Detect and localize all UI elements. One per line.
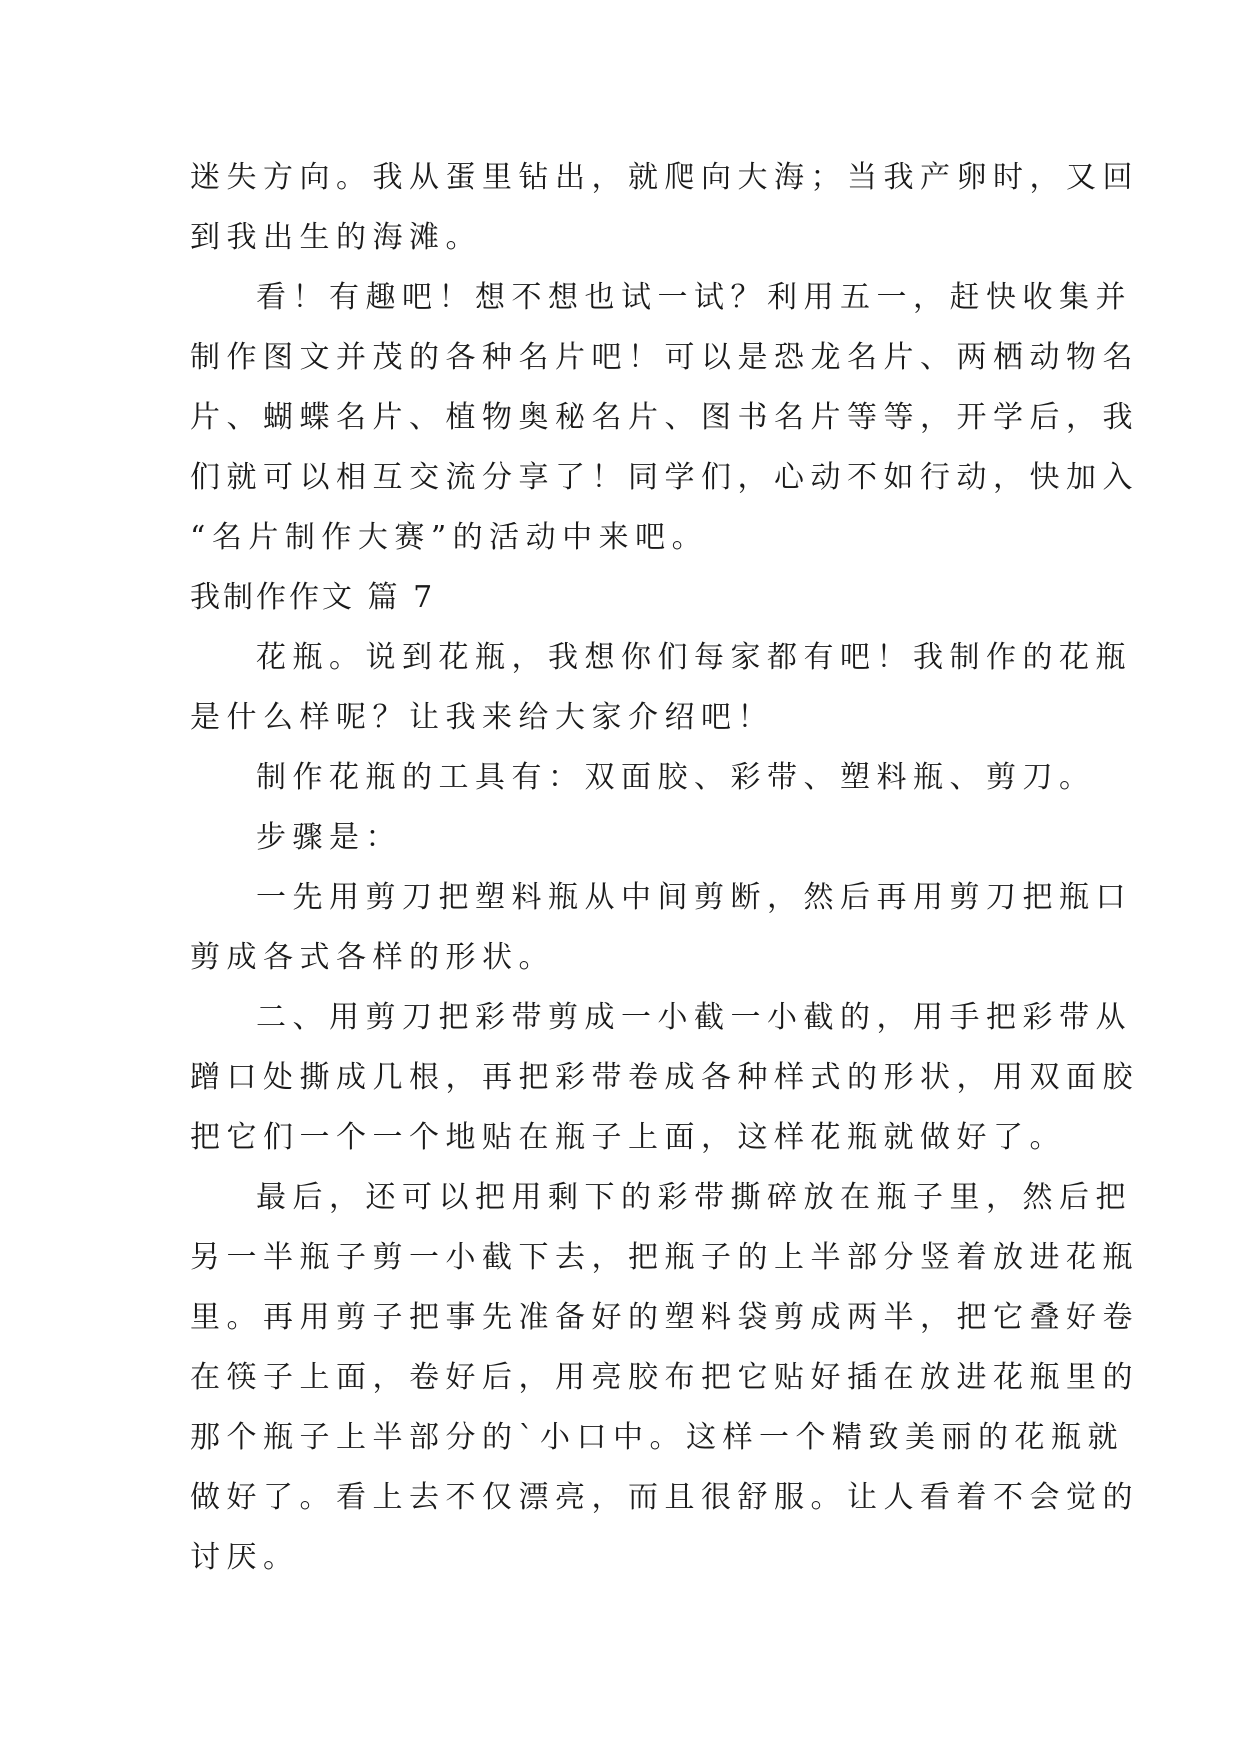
text-line: 片、蝴蝶名片、植物奥秘名片、图书名片等等，开学后，我 xyxy=(190,400,1139,435)
text-line: 到我出生的海滩。 xyxy=(190,220,482,255)
text-line: 是什么样呢？让我来给大家介绍吧！ xyxy=(190,700,774,735)
text-line: 剪成各式各样的形状。 xyxy=(190,940,555,975)
paragraph-step-one xyxy=(190,868,1132,988)
text-line: 里。再用剪子把事先准备好的塑料袋剪成两半，把它叠好卷 xyxy=(190,1300,1139,1335)
text-line: 制作图文并茂的各种名片吧！可以是恐龙名片、两栖动物名 xyxy=(190,340,1139,375)
paragraph-vase-intro xyxy=(190,628,1132,748)
text-line: 那个瓶子上半部分的`小口中。这样一个精致美丽的花瓶就 xyxy=(190,1420,1124,1455)
text-line: 做好了。看上去不仅漂亮，而且很舒服。让人看着不会觉的 xyxy=(190,1480,1139,1515)
text-line: 另一半瓶子剪一小截下去，把瓶子的上半部分竖着放进花瓶 xyxy=(190,1240,1139,1275)
paragraph-step-two xyxy=(190,988,1139,1168)
paragraph-steps-label xyxy=(190,808,1050,868)
text-line: 制作花瓶的工具有：双面胶、彩带、塑料瓶、剪刀。 xyxy=(256,760,1096,795)
text-line: 讨厌。 xyxy=(190,1540,300,1575)
text-line: 把它们一个一个地贴在瓶子上面，这样花瓶就做好了。 xyxy=(190,1120,1066,1155)
section-heading: 我制作作文 篇 7 xyxy=(190,580,436,615)
paragraph-tools xyxy=(190,748,1096,808)
text-line: 们就可以相互交流分享了！同学们，心动不如行动，快加入 xyxy=(190,460,1139,495)
text-line: 最后，还可以把用剩下的彩带撕碎放在瓶子里，然后把 xyxy=(256,1180,1132,1215)
text-line: 迷失方向。我从蛋里钻出，就爬向大海；当我产卵时，又回 xyxy=(190,160,1139,195)
text-line: 花瓶。说到花瓶，我想你们每家都有吧！我制作的花瓶 xyxy=(256,640,1132,675)
text-line: 二、用剪刀把彩带剪成一小截一小截的，用手把彩带从 xyxy=(256,1000,1132,1035)
paragraph-invitation xyxy=(190,268,1139,568)
document-page xyxy=(190,148,1139,1588)
paragraph-finally xyxy=(190,1168,1139,1588)
text-line: 一先用剪刀把塑料瓶从中间剪断，然后再用剪刀把瓶口 xyxy=(256,880,1132,915)
text-line: 蹭口处撕成几根，再把彩带卷成各种样式的形状，用双面胶 xyxy=(190,1060,1139,1095)
text-line: 在筷子上面，卷好后，用亮胶布把它贴好插在放进花瓶里的 xyxy=(190,1360,1139,1395)
text-line: “名片制作大赛”的活动中来吧。 xyxy=(190,520,709,555)
text-line: 看！有趣吧！想不想也试一试？利用五一，赶快收集并 xyxy=(256,280,1132,315)
text-line: 步骤是： xyxy=(256,820,402,855)
paragraph-turtle-ending xyxy=(190,148,1139,268)
